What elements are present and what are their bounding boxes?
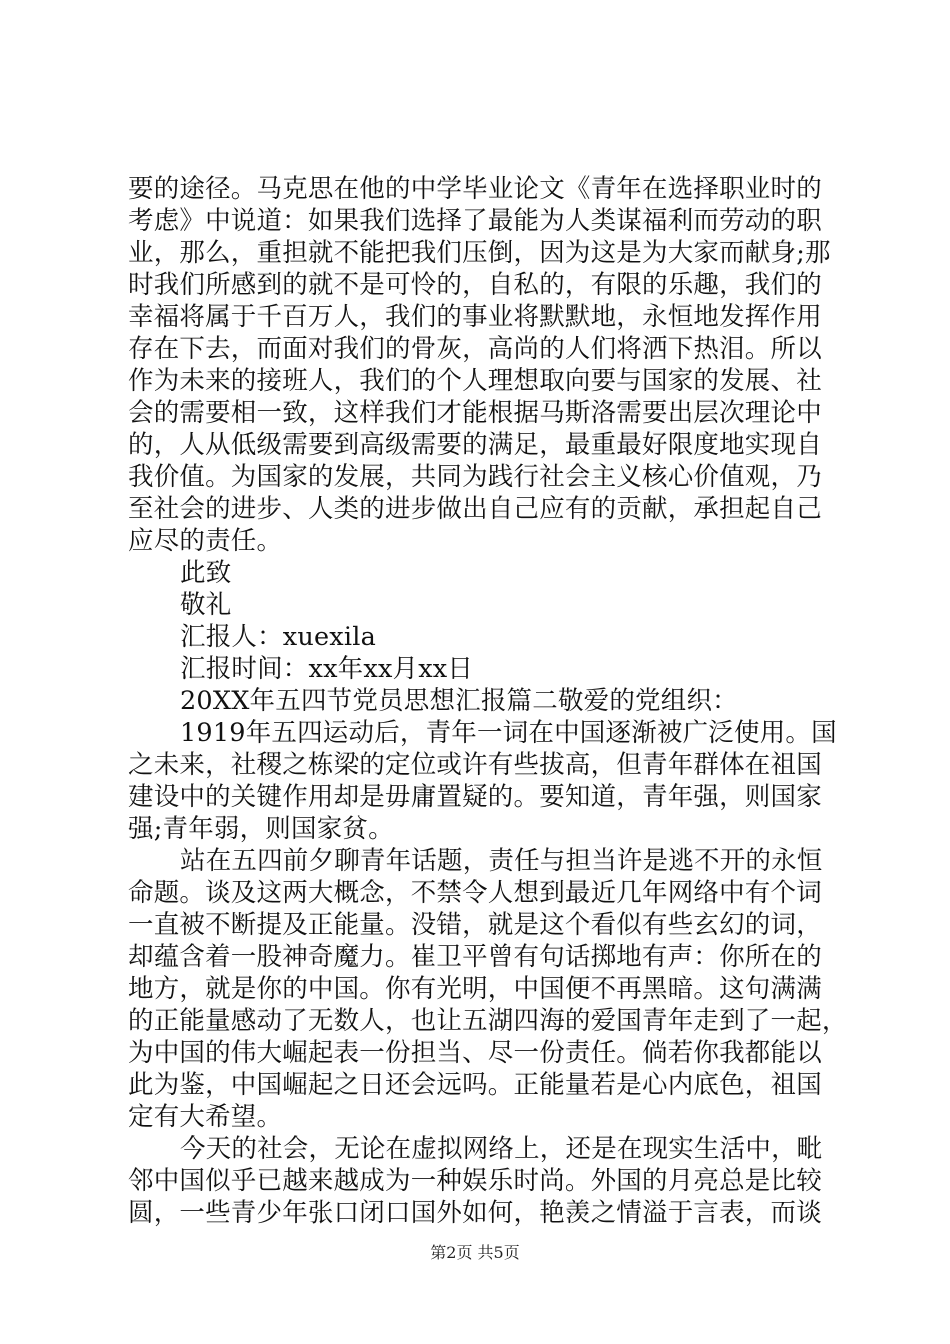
text-line: 幸福将属于千百万人，我们的事业将默默地，永恒地发挥作用: [128, 302, 822, 332]
text-line: 站在五四前夕聊青年话题，责任与担当许是逃不开的永恒: [180, 846, 823, 876]
closing-salutation: 此致: [180, 558, 232, 588]
section-heading: 20XX年五四节党员思想汇报篇二敬爱的党组织：: [180, 686, 738, 716]
text-line: 考虑》中说道：如果我们选择了最能为人类谋福利而劳动的职: [128, 206, 822, 236]
text-line: 圆，一些青少年张口闭口国外如何，艳羡之情溢于言表，而谈: [128, 1198, 822, 1228]
text-line: 邻中国似乎已越来越成为一种娱乐时尚。外国的月亮总是比较: [128, 1166, 822, 1196]
report-date-line: 汇报时间：xx年xx月xx日: [180, 654, 474, 684]
closing-regards: 敬礼: [180, 590, 232, 620]
text-line: 应尽的责任。: [128, 526, 283, 556]
text-line: 的正能量感动了无数人，也让五湖四海的爱国青年走到了一起，: [128, 1006, 848, 1036]
text-line: 却蕴含着一股神奇魔力。崔卫平曾有句话掷地有声：你所在的: [128, 942, 822, 972]
text-line: 时我们所感到的就不是可怜的，自私的，有限的乐趣，我们的: [128, 270, 822, 300]
text-line: 强;青年弱，则国家贫。: [128, 814, 394, 844]
text-line: 为中国的伟大崛起表一份担当、尽一份责任。倘若你我都能以: [128, 1038, 822, 1068]
text-line: 我价值。为国家的发展，共同为践行社会主义核心价值观，乃: [128, 462, 822, 492]
text-line: 至社会的进步、人类的进步做出自己应有的贡献，承担起自己: [128, 494, 822, 524]
text-line: 定有大希望。: [128, 1102, 283, 1132]
text-line: 地方，就是你的中国。你有光明，中国便不再黑暗。这句满满: [128, 974, 822, 1004]
text-line: 作为未来的接班人，我们的个人理想取向要与国家的发展、社: [128, 366, 822, 396]
text-line: 业，那么，重担就不能把我们压倒，因为这是为大家而献身;那: [128, 238, 831, 268]
text-line: 命题。谈及这两大概念，不禁令人想到最近几年网络中有个词: [128, 878, 822, 908]
text-line: 的，人从低级需要到高级需要的满足，最重最好限度地实现自: [128, 430, 822, 460]
text-line: 会的需要相一致，这样我们才能根据马斯洛需要出层次理论中: [128, 398, 822, 428]
text-line: 之未来，社稷之栋梁的定位或许有些拔高，但青年群体在祖国: [128, 750, 822, 780]
reporter-line: 汇报人：xuexila: [180, 622, 376, 652]
text-line: 要的途径。马克思在他的中学毕业论文《青年在选择职业时的: [128, 174, 822, 204]
text-line: 存在下去，而面对我们的骨灰，高尚的人们将洒下热泪。所以: [128, 334, 822, 364]
text-line: 1919年五四运动后，青年一词在中国逐渐被广泛使用。国: [180, 718, 837, 748]
text-line: 建设中的关键作用却是毋庸置疑的。要知道，青年强，则国家: [128, 782, 822, 812]
text-line: 一直被不断提及正能量。没错，就是这个看似有些玄幻的词，: [128, 910, 822, 940]
page-footer: 第2页 共5页: [430, 1243, 520, 1262]
text-line: 今天的社会，无论在虚拟网络上，还是在现实生活中，毗: [180, 1134, 823, 1164]
document-body: [128, 173, 848, 1229]
text-line: 此为鉴，中国崛起之日还会远吗。正能量若是心内底色，祖国: [128, 1070, 822, 1100]
